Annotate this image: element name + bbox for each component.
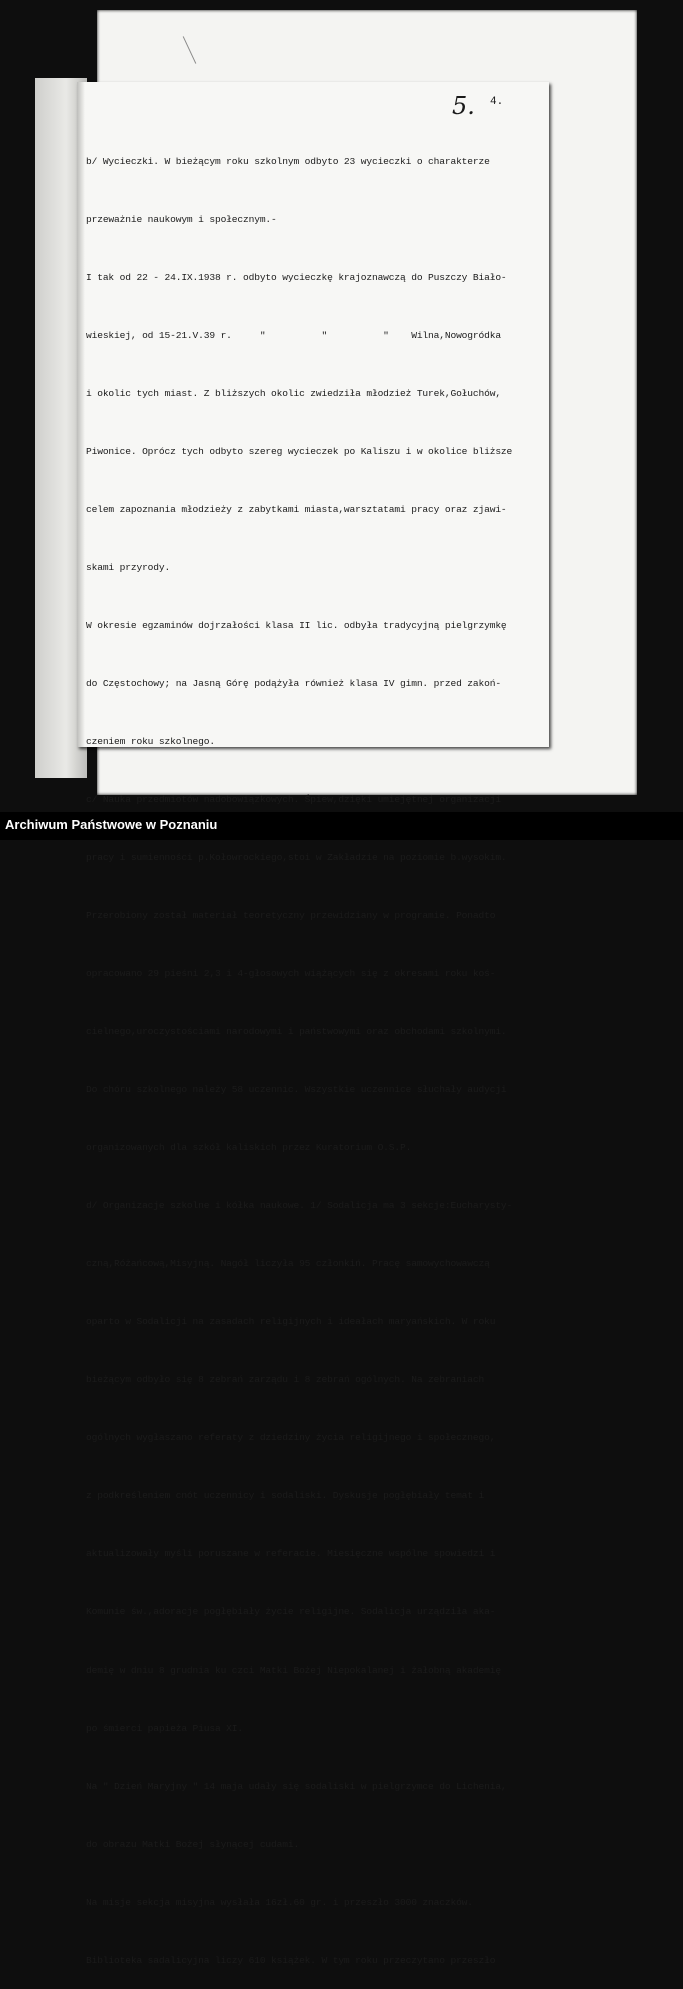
text-line: celem zapoznania młodzieży z zabytkami miasta,warsztatami pracy oraz zjawi-: [86, 503, 507, 515]
text-line: i okolic tych miast. Z bliższych okolic zwiedziła młodzież Turek,Gołuchów,: [86, 387, 501, 399]
text-line: przeważnie naukowym i społecznym.-: [86, 213, 277, 225]
text-line: I tak od 22 - 24.IX.1938 r. odbyto wycieczkę krajoznawczą do Puszczy Biało-: [86, 271, 507, 283]
text-line: Na " Dzień Maryjny " 14 maja udały się sodaliski w pielgrzymce do Lichenia,: [86, 1780, 507, 1792]
text-line: opracowano 29 pieśni 2,3 i 4-głosowych wiążących się z okresami roku koś-: [86, 968, 496, 980]
text-line: W okresie egzaminów dojrzałości klasa II lic. odbyła tradycyjną pielgrzymkę: [86, 619, 507, 631]
text-line: organizowanych dla szkół kaliskich przez Kuratorium O.S.P.: [86, 1142, 412, 1154]
text-line: aktualizowały myśli poruszane w referacie. Miesięczne wspólne spowiedzi i: [86, 1548, 496, 1560]
archive-caption: Archiwum Państwowe w Poznaniu: [5, 817, 218, 832]
text-line: czną,Różańcową,Misyjną. Nagół liczyła 95 członkiń. Pracę samowychowawczą: [86, 1258, 490, 1270]
text-line: oparto w Sodalicji na zasadach religijnych i ideałach maryańskich. W roku: [86, 1316, 496, 1328]
text-line: czeniem roku szkolnego.: [86, 736, 215, 747]
text-line: cielnego,uroczystościami narodowymi i państwowymi oraz obchodami szkolnymi.: [86, 1026, 507, 1038]
text-line: pracy i sumienności p.Kołowrockiego,stoi w Zakładzie na poziomie b.wysokim.: [86, 852, 507, 864]
text-line: wieskiej, od 15-21.V.39 r. " " " Wilna,Nowogródka: [86, 329, 501, 341]
text-line: Komunie św.,adoracje pogłębiały życie religijne. Sodalicja urządziła aka-: [86, 1606, 496, 1618]
text-line: Do chóru szkolnego należy 58 uczennic. Wszystkie uczennice słuchały audycji: [86, 1084, 507, 1096]
text-line: b/ Wycieczki. W bieżącym roku szkolnym odbyto 23 wycieczki o charakterze: [86, 155, 490, 167]
page-number-secondary: 4.: [490, 96, 504, 108]
text-line: c/ Nauka przedmiotów nadobowiązkowych. Śpiew,dzięki umiejętnej organizacji: [86, 794, 501, 806]
text-line: Piwonice. Oprócz tych odbyto szereg wycieczek po Kaliszu i w okolice bliższe: [86, 445, 513, 457]
text-line: po śmierci papieża Piusa XI.: [86, 1722, 244, 1734]
text-line: ogólnych wygłaszano referaty z dziedziny życia religijnego i społecznego,: [86, 1432, 496, 1444]
text-line: Na misje sekcja misyjna wysłała 16zł.60 gr. i przeszło 3000 znaczków.: [86, 1896, 473, 1908]
page-number: 5.: [452, 92, 475, 120]
text-line: do obrazu Matki Bożej słynącej cudami.: [86, 1838, 300, 1850]
text-line: Przerobiony został materiał teoretyczny przewidziany w programie. Ponadto: [86, 910, 496, 922]
paper-fold-mark: [183, 36, 197, 64]
typed-text-body: [86, 113, 536, 1989]
text-line: Biblioteka sadalicyjna liczy 610 książek. W tym roku przeczytano przeszło: [86, 1954, 496, 1966]
text-line: demię w dniu 8 grudnia ku czci Matki Bożej Niepokalanej i żałobną akademię: [86, 1664, 501, 1676]
text-line: skami przyrody.: [86, 561, 171, 573]
text-line: do Częstochowy; na Jasną Górę podążyła również klasa IV gimn. przed zakoń-: [86, 677, 501, 689]
text-line: d/ Organizacje szkolne i kółka naukowe. 1/ Sodalicja ma 3 sekcje:Eucharysty-: [86, 1200, 513, 1212]
text-line: bieżącym odbyło się 8 zebrań zarządu i 8 zebrań ogólnych. Na zebraniach: [86, 1374, 485, 1386]
text-line: z podkreśleniem cnót uczennicy i sodaliski. Dyskusje pogłębiały temat i: [86, 1490, 485, 1502]
